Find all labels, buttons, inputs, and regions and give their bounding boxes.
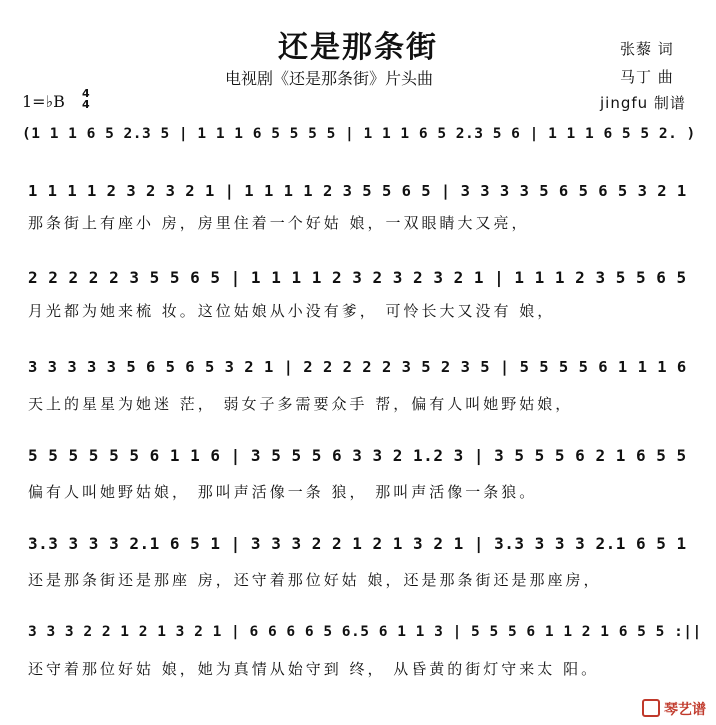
arranger-credit: jingfu 制谱 xyxy=(600,94,686,112)
time-signature xyxy=(82,88,90,110)
subtitle: 电视剧《还是那条街》片头曲 xyxy=(225,69,434,88)
lyrics-row-6: 还是那条街还是那座 房，还守着那位好姑 娘，还是那条街还是那座房， xyxy=(28,571,602,589)
notes-row-4: 3 3 3 3 3 5 6 5 6 5 3 2 1 | 2 2 2 2 2 3 5 2 3 5 | 5 5 5 5 6 1 1 1 6 xyxy=(28,358,687,376)
lyrics-row-3: 月光都为她来梳 妆。这位姑娘从小没有爹， 可怜长大又没有 娘， xyxy=(28,302,556,320)
lyrics-row-5: 偏有人叫她野姑娘， 那叫声活像一条 狼， 那叫声活像一条狼。 xyxy=(28,483,538,501)
lyrics-row-7: 还守着那位好姑 娘，她为真情从始守到 终， 从昏黄的街灯守来太 阳。 xyxy=(28,660,600,678)
key-signature: 1=♭B xyxy=(22,92,65,111)
site-logo xyxy=(642,699,706,719)
lyrics-row-2: 那条街上有座小 房，房里住着一个好姑 娘，一双眼睛大又亮， xyxy=(28,214,530,232)
lyricist-credit: 张藜 词 xyxy=(620,40,674,58)
lyrics-row-4: 天上的星星为她迷 茫， 弱女子多需要众手 帮，偏有人叫她野姑娘， xyxy=(28,395,574,413)
notes-row-3: 2 2 2 2 2 3 5 5 6 5 | 1 1 1 1 2 3 2 3 2 3 2 1 | 1 1 1 2 3 5 5 6 5 xyxy=(28,268,687,287)
time-signature-bottom: 4 xyxy=(82,98,90,111)
notes-row-2: 1 1 1 1 2 3 2 3 2 1 | 1 1 1 1 2 3 5 5 6 5 | 3 3 3 3 5 6 5 6 5 3 2 1 xyxy=(28,182,687,200)
composer-credit: 马丁 曲 xyxy=(620,68,674,86)
page-title: 还是那条街 xyxy=(278,30,438,65)
notes-row-5: 5 5 5 5 5 5 6 1 1 6 | 3 5 5 5 6 3 3 2 1.2 3 | 3 5 5 5 6 2 1 6 5 5 xyxy=(28,446,687,465)
notes-row-6: 3.3 3 3 3 2.1 6 5 1 | 3 3 3 2 2 1 2 1 3 2 1 | 3.3 3 3 3 2.1 6 5 1 xyxy=(28,534,687,553)
time-signature-top: 4 xyxy=(82,87,90,100)
notes-row-1: (1 1 1 6 5 2.3 5 | 1 1 1 6 5 5 5 5 | 1 1 1 6 5 2.3 5 6 | 1 1 1 6 5 5 2. ) xyxy=(22,126,696,142)
logo-icon xyxy=(642,699,660,717)
notes-row-7: 3 3 3 2 2 1 2 1 3 2 1 | 6 6 6 6 5 6.5 6 1 1 3 | 5 5 5 6 1 1 2 1 6 5 5 :|| xyxy=(28,624,702,640)
logo-text: 琴艺谱 xyxy=(664,702,706,718)
